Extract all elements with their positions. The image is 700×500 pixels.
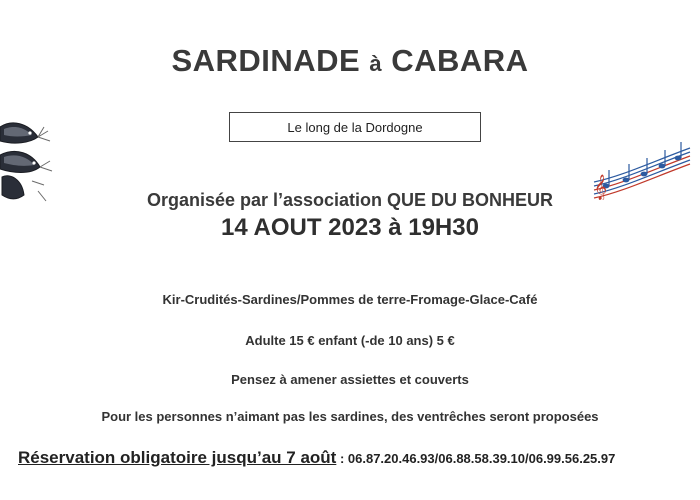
- reminder-line: Pensez à amener assiettes et couverts: [231, 372, 469, 387]
- organizer-line: Organisée par l’association QUE DU BONHEUR: [146, 190, 554, 210]
- title-part1: SARDINADE: [171, 43, 361, 78]
- reservation-label: Réservation obligatoire jusqu’au 7 août: [18, 448, 337, 467]
- location-box: [229, 112, 481, 142]
- svg-text:𝄞: 𝄞: [594, 175, 608, 200]
- menu-line: Kir-Crudités-Sardines/Pommes de terre-Fromage-Glace-Café: [162, 292, 538, 307]
- reservation-phones: : 06.87.20.46.93/06.88.58.39.10/06.99.56.25.97: [336, 451, 616, 466]
- event-date: 14 AOUT 2023 à 19H30: [221, 214, 479, 241]
- alternative-note: Pour les personnes n’aimant pas les sardines, des ventrêches seront proposées: [101, 409, 599, 424]
- title-part2: CABARA: [391, 43, 529, 78]
- prices-line: Adulte 15 € enfant (-de 10 ans) 5 €: [245, 333, 455, 348]
- location-text: Le long de la Dordogne: [287, 119, 423, 135]
- reservation-line: [18, 448, 698, 468]
- poster-title: [0, 43, 700, 79]
- title-connector: à: [369, 51, 383, 76]
